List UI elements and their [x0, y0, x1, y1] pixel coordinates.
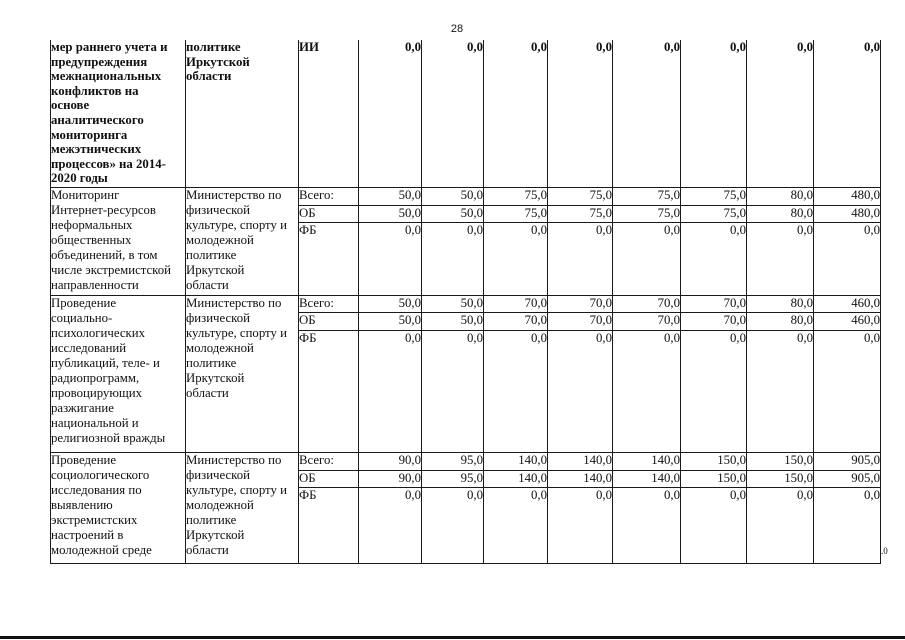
value-cell: 0,0: [613, 330, 681, 452]
funding-source-label: Всего:: [299, 452, 359, 470]
responsible-cell: Министерство по физической культуре, спорту и молодежной политике Иркутской области: [186, 187, 299, 295]
value-cell: 90,0: [359, 452, 422, 470]
value-cell: 140,0: [484, 470, 548, 487]
value-cell: 0,0: [814, 487, 881, 563]
value-cell: 140,0: [548, 452, 613, 470]
value-cell: 95,0: [422, 452, 484, 470]
value-cell: 75,0: [681, 187, 747, 205]
page-number: 28: [450, 23, 464, 35]
funding-source-label: ОБ: [299, 205, 359, 222]
measure-name-cell: Проведение социологического исследования по выявлению экстремистских настроений в молодежной среде: [51, 452, 186, 563]
funding-source-label: ФБ: [299, 330, 359, 452]
responsible-cell: Министерство по физической культуре, спорту и молодежной политике Иркутской области: [186, 452, 299, 563]
value-cell: 0,0: [747, 40, 814, 187]
value-cell: 0,0: [613, 222, 681, 295]
funding-source-label: ФБ: [299, 487, 359, 563]
value-cell: 70,0: [548, 295, 613, 312]
scan-edge-line: [0, 636, 905, 639]
funding-source-label: ФБ: [299, 222, 359, 295]
value-cell: 150,0: [681, 452, 747, 470]
value-cell: 0,0: [422, 40, 484, 187]
value-cell: 905,0: [814, 452, 881, 470]
value-cell: 480,0: [814, 187, 881, 205]
funding-source-label: Всего:: [299, 187, 359, 205]
value-cell: 75,0: [613, 187, 681, 205]
value-cell: 70,0: [484, 312, 548, 330]
value-cell: 0,0: [681, 40, 747, 187]
value-cell: 80,0: [747, 295, 814, 312]
value-cell: 70,0: [681, 295, 747, 312]
measure-name-cell: Проведение социально- психологических исследований публикаций, теле- и радиопрограмм, провоцирующих разжигание национальной и религиозной вражды: [51, 295, 186, 452]
value-cell: 0,0: [359, 222, 422, 295]
value-cell: 0,0: [548, 487, 613, 563]
value-cell: 75,0: [548, 187, 613, 205]
value-cell: 50,0: [359, 312, 422, 330]
value-cell: 0,0: [422, 487, 484, 563]
value-cell: 50,0: [359, 295, 422, 312]
value-cell: 0,0: [359, 487, 422, 563]
value-cell: 0,0: [422, 222, 484, 295]
value-cell: 0,0: [359, 330, 422, 452]
value-cell: 50,0: [422, 187, 484, 205]
value-cell: 0,0: [484, 222, 548, 295]
value-cell: 480,0: [814, 205, 881, 222]
value-cell: 50,0: [422, 295, 484, 312]
value-cell: 70,0: [613, 312, 681, 330]
value-cell: 0,0: [548, 222, 613, 295]
value-cell: 0,0: [814, 330, 881, 452]
value-cell: 75,0: [681, 205, 747, 222]
funding-source-label: ОБ: [299, 312, 359, 330]
value-cell: 80,0: [747, 205, 814, 222]
value-cell: 0,0: [548, 40, 613, 187]
funding-source-label: Всего:: [299, 295, 359, 312]
value-cell: 150,0: [747, 452, 814, 470]
value-cell: 460,0: [814, 295, 881, 312]
value-cell: 140,0: [548, 470, 613, 487]
value-cell: 75,0: [484, 187, 548, 205]
measure-name-cell: Мониторинг Интернет-ресурсов неформальных общественных объединений, в том числе экстремистской направленности: [51, 187, 186, 295]
value-cell: 75,0: [548, 205, 613, 222]
value-cell: 50,0: [422, 312, 484, 330]
value-cell: 140,0: [484, 452, 548, 470]
funding-source-label: ОБ: [299, 470, 359, 487]
value-cell: 460,0: [814, 312, 881, 330]
value-cell: 0,0: [747, 487, 814, 563]
responsible-cell: политике Иркутской области: [186, 40, 299, 187]
value-cell: 150,0: [747, 470, 814, 487]
margin-mark: .0: [881, 546, 888, 556]
value-cell: 90,0: [359, 470, 422, 487]
value-cell: 0,0: [681, 222, 747, 295]
value-cell: 70,0: [681, 312, 747, 330]
funding-source-label: ИИ: [299, 40, 359, 187]
value-cell: 75,0: [613, 205, 681, 222]
value-cell: 50,0: [422, 205, 484, 222]
value-cell: 0,0: [681, 487, 747, 563]
table-row: [51, 452, 881, 470]
value-cell: 0,0: [814, 222, 881, 295]
table-row: [51, 295, 881, 312]
value-cell: 50,0: [359, 187, 422, 205]
value-cell: 70,0: [484, 295, 548, 312]
value-cell: 0,0: [548, 330, 613, 452]
value-cell: 70,0: [548, 312, 613, 330]
value-cell: 140,0: [613, 452, 681, 470]
value-cell: 75,0: [484, 205, 548, 222]
value-cell: 70,0: [613, 295, 681, 312]
value-cell: 0,0: [484, 40, 548, 187]
value-cell: 0,0: [747, 330, 814, 452]
value-cell: 0,0: [613, 487, 681, 563]
value-cell: 95,0: [422, 470, 484, 487]
value-cell: 80,0: [747, 312, 814, 330]
measure-name-cell: мер раннего учета и предупреждения межнациональных конфликтов на основе аналитического мониторинга межэтнических процессов» на 2014- 2020 годы: [51, 40, 186, 187]
value-cell: 50,0: [359, 205, 422, 222]
value-cell: 0,0: [484, 330, 548, 452]
value-cell: 0,0: [422, 330, 484, 452]
responsible-cell: Министерство по физической культуре, спорту и молодежной политике Иркутской области: [186, 295, 299, 452]
value-cell: 0,0: [613, 40, 681, 187]
funding-table: [50, 40, 881, 564]
value-cell: 0,0: [484, 487, 548, 563]
value-cell: 0,0: [814, 40, 881, 187]
table-row: [51, 40, 881, 187]
value-cell: 80,0: [747, 187, 814, 205]
value-cell: 0,0: [359, 40, 422, 187]
value-cell: 0,0: [747, 222, 814, 295]
table-row: [51, 187, 881, 205]
value-cell: 0,0: [681, 330, 747, 452]
value-cell: 905,0: [814, 470, 881, 487]
value-cell: 150,0: [681, 470, 747, 487]
value-cell: 140,0: [613, 470, 681, 487]
